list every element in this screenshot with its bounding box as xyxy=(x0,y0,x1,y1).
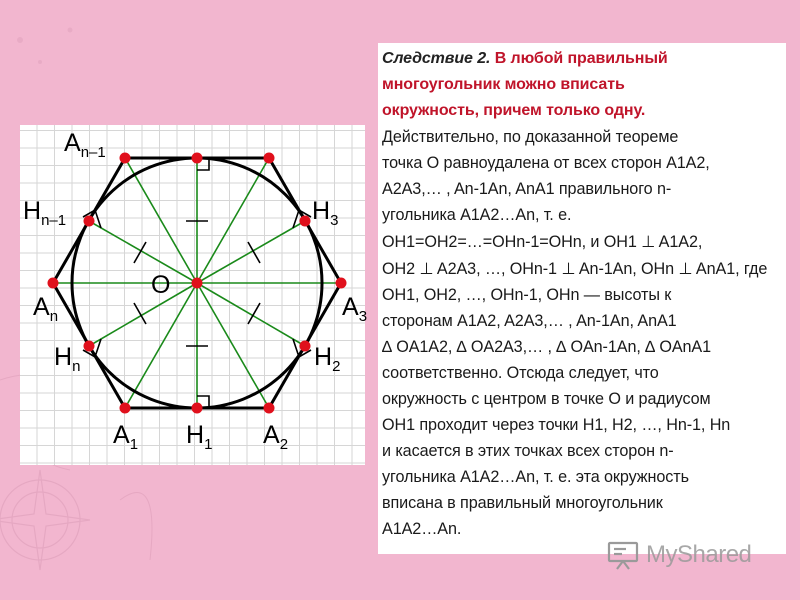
point-a3 xyxy=(336,278,347,289)
body-line: точка O равноудалена от всех сторон A1A2, xyxy=(382,154,710,172)
segment-o-hn-1 xyxy=(89,221,197,283)
body-line: угольника A1A2…An, т. е. эта окружность xyxy=(382,468,689,486)
label-a-1: $A_1$ xyxy=(113,421,139,453)
inscribed-circle-diagram xyxy=(20,125,368,465)
point-h1 xyxy=(192,403,203,414)
body-line: OH2 ⊥ A2A3, …, OHn-1 ⊥ An-1An, OHn ⊥ AnA1, где xyxy=(382,260,768,278)
label-o: O xyxy=(151,271,171,299)
corollary-text-panel xyxy=(378,43,786,554)
segment-o-h3 xyxy=(197,221,305,283)
corollary-title-lead: Следствие 2. xyxy=(382,50,491,67)
projector-screen-icon xyxy=(606,540,640,570)
point-htop xyxy=(192,153,203,164)
myshared-watermark xyxy=(606,538,751,572)
body-line: и касается в этих точках всех сторон n- xyxy=(382,442,674,460)
point-o xyxy=(192,278,203,289)
label-h-n-minus-1: $H_{n-1}$ xyxy=(23,197,67,229)
body-line: OH1=OH2=…=OHn-1=OHn, и OH1 ⊥ A1A2, xyxy=(382,233,703,251)
body-line: соответственно. Отсюда следует, что xyxy=(382,364,659,382)
body-line: вписана в правильный многоугольник xyxy=(382,494,663,512)
label-h-3: $H_3$ xyxy=(312,197,339,229)
label-a-3: $A_3$ xyxy=(342,293,368,325)
body-line: OH1, OH2, …, OHn-1, OHn — высоты к xyxy=(382,286,672,304)
hexagon-figure-panel xyxy=(20,125,368,465)
corner-ornament xyxy=(17,28,73,65)
body-line: Действительно, по доказанной теореме xyxy=(382,128,679,146)
label-h-n: $H_n$ xyxy=(54,343,81,375)
corollary-title-line-1 xyxy=(382,49,668,69)
corollary-title-text-1: В любой правильный xyxy=(494,50,668,67)
segment-o-h2 xyxy=(197,283,305,346)
body-line: угольника A1A2…An, т. е. xyxy=(382,206,572,224)
label-a-2: $A_2$ xyxy=(263,421,289,453)
body-line: A2A3,… , An-1An, AnA1 правильного n- xyxy=(382,180,672,198)
label-h-1: $H_1$ xyxy=(186,421,213,453)
label-a-n: $A_n$ xyxy=(33,293,59,325)
watermark-text: MyShared xyxy=(646,541,752,568)
corollary-title-line-2: многоугольник можно вписать xyxy=(382,76,625,93)
body-line: OH1 проходит через точки H1, H2, …, Hn-1, Hn xyxy=(382,416,731,434)
point-an xyxy=(48,278,59,289)
body-line: A1A2…An. xyxy=(382,520,462,538)
label-h-2: $H_2$ xyxy=(314,343,341,375)
body-line: ∆ OA1A2, ∆ OA2A3,… , ∆ OAn-1An, ∆ OAnA1 xyxy=(382,338,712,356)
body-line: сторонам A1A2, A2A3,… , An-1An, AnA1 xyxy=(382,312,677,330)
point-a4 xyxy=(264,153,275,164)
body-line: окружность с центром в точке O и радиусом xyxy=(382,390,711,408)
point-h3 xyxy=(300,216,311,227)
point-h2 xyxy=(300,341,311,352)
point-hn xyxy=(84,341,95,352)
corollary-title-line-3: окружность, причем только одну. xyxy=(382,102,646,119)
point-a1 xyxy=(120,403,131,414)
point-hn-1 xyxy=(84,216,95,227)
point-a2 xyxy=(264,403,275,414)
label-a-n-minus-1: $A_{n-1}$ xyxy=(64,129,106,161)
point-an-1 xyxy=(120,153,131,164)
segment-o-hn xyxy=(89,283,197,346)
